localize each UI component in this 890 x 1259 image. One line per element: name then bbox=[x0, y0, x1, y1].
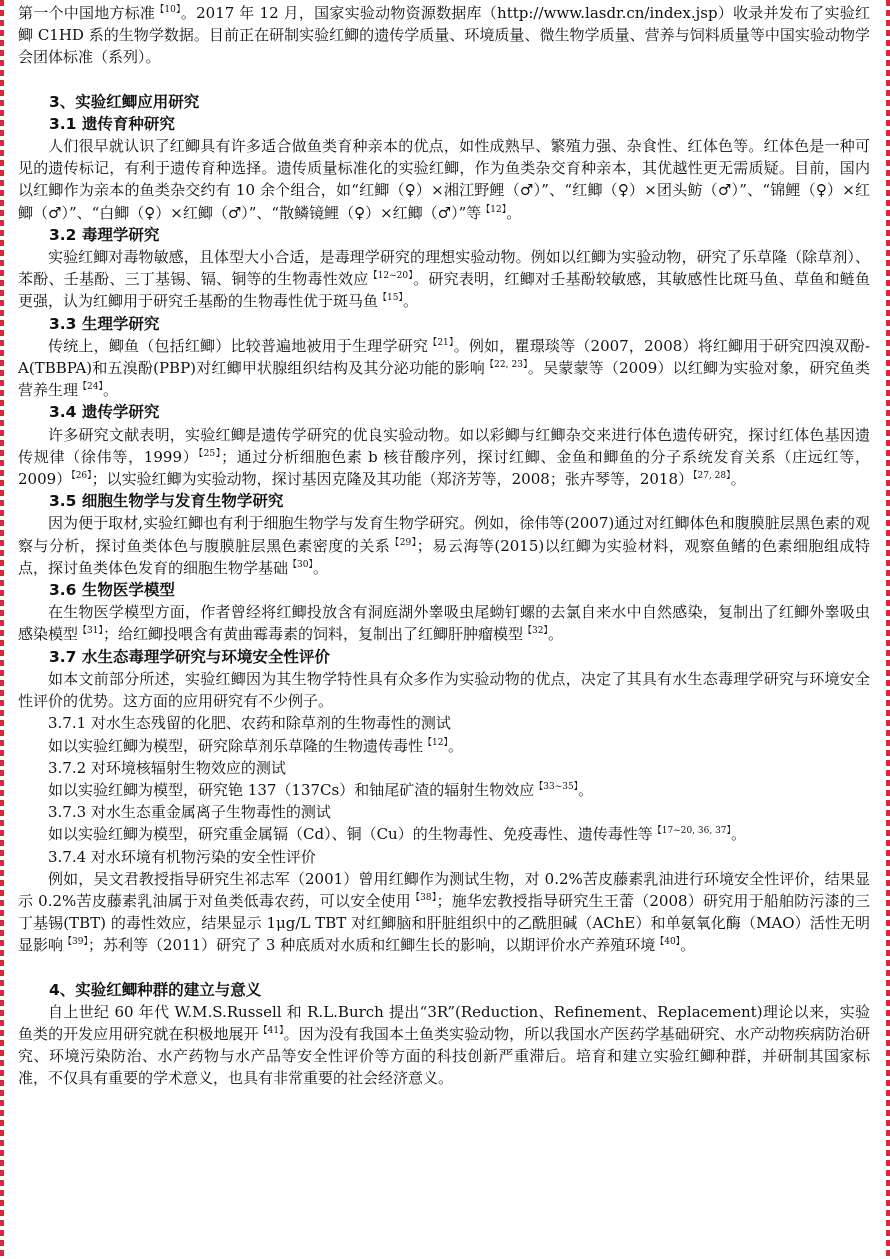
paragraph-text-2: 。例如，瞿璟琰等（2007，2008）将红鲫用于研究四溴双酚-A(TBBPA)和五溴酚(PBP)对红鲫甲状腺组织结构及其分泌功能的影响 bbox=[18, 336, 871, 378]
section-3-1-paragraph bbox=[18, 135, 870, 224]
citation: 【24】 bbox=[78, 382, 103, 393]
citation: 【33~35】 bbox=[534, 781, 579, 792]
paragraph-end: 。 bbox=[731, 825, 747, 844]
paragraph-end: 。 bbox=[312, 558, 328, 577]
section-3-5-heading: 3.5 细胞生物学与发育生物学研究 bbox=[49, 492, 284, 511]
citation: 【41】 bbox=[258, 1025, 284, 1036]
citation: 【31】 bbox=[78, 626, 103, 637]
citation: 【25】 bbox=[198, 448, 222, 459]
paragraph-end: 。 bbox=[102, 381, 118, 400]
paragraph-text-2: ；通过分析细胞色素 b 核苷酸序列，探讨红鲫、金鱼和鲫鱼的分子系统发育关系（庄远红等，2009） bbox=[18, 447, 870, 489]
section-3-6-paragraph bbox=[18, 601, 870, 645]
section-3-6-heading: 3.6 生物医学模型 bbox=[49, 581, 175, 600]
paragraph-text-2: 。研究表明，红鲫对壬基酚较敏感，其敏感性比斑马鱼、草鱼和鲢鱼更强，认为红鲫用于研究壬基酚的生物毒性优于斑马鱼 bbox=[18, 270, 870, 311]
section-3-3-paragraph bbox=[18, 335, 870, 402]
section-3-7-4-paragraph bbox=[18, 868, 870, 957]
paragraph-text-3: ；苏利等（2011）研究了 3 种底质对水质和红鲫生长的影响，以期评价水产养殖环境 bbox=[87, 936, 656, 955]
section-3-5-paragraph bbox=[18, 512, 870, 579]
paragraph-text: 人们很早就认识了红鲫具有许多适合做鱼类育种亲本的优点，如性成熟早、繁殖力强、杂食性、红体色等。红体色是一种可见的遗传标记，有利于遗传育种选择。遗传质量标准化的实验红鲫，作为鱼类杂交育种亲本，其优越性更无需质疑。目前，国内以红鲫作为亲本的鱼类杂交约有 10 余个组合，如“红鲫（♀）×湘江野鲤（♂）”、“红鲫（♀）×团头鲂（♂）”、“锦鲤（♀）×红鲫（♂）”、“白鲫（♀）×红鲫（♂）”、“散鳞镜鲤（♀）×红鲫（♂）”等 bbox=[18, 137, 870, 222]
citation: 【12】 bbox=[481, 204, 507, 215]
paragraph-text-2: 。因为没有我国本土鱼类实验动物，所以我国水产医药学基础研究、水产动物疾病防治研究、环境污染防治、水产药物与水产品等安全性评价等方面的科技创新严重滞后。培育和建立实验红鲫种群，并研制其国家标准，不仅具有重要的学术意义，也具有非常重要的社会经济意义。 bbox=[18, 1024, 870, 1088]
paragraph-text-2: ；施华宏教授指导研究生王蕾（2008）研究用于船舶防污漆的三丁基锡(TBT) 的毒性效应，结果显示 1μg/L TBT 对红鲫脑和肝脏组织中的乙酰胆碱（AChE）和单氨氧化酶（MAO）活性无明显影响 bbox=[18, 891, 870, 955]
section-4-paragraph bbox=[18, 1001, 870, 1090]
citation: 【32】 bbox=[522, 626, 548, 637]
document-page bbox=[18, 2, 870, 1090]
section-3-7-2-paragraph bbox=[18, 779, 870, 801]
paragraph-text: 因为便于取材,实验红鲫也有利于细胞生物学与发育生物学研究。例如，徐伟等(2007)通过对红鲫体色和腹膜脏层黑色素的观察与分析，探讨鱼类体色与腹膜脏层黑色素密度的关系 bbox=[18, 514, 870, 555]
section-3-7-1-paragraph bbox=[18, 735, 870, 757]
intro-text-2: 。2017 年 12 月，国家实验动物资源数据库（http://www.lasdr.cn/index.jsp）收录并发布了实验红鲫 C1HD 系的生物学数据。目前正在研制实验红鲫的遗传学质量、环境质量、微生物学质量、营养与饲料质量等中国实验动物学会团体标准（系列）。 bbox=[18, 4, 870, 67]
section-3-7-4-heading: 3.7.4 对水环境有机物污染的安全性评价 bbox=[48, 847, 316, 866]
paragraph-text: 例如，吴文君教授指导研究生祁志军（2001）曾用红鲫作为测试生物，对 0.2%苦皮藤素乳油进行环境安全性评价，结果显示 0.2%苦皮藤素乳油属于对鱼类低毒农药，可以安全使用 bbox=[18, 869, 870, 910]
paragraph-end: 。 bbox=[578, 780, 594, 799]
left-decorative-border bbox=[0, 0, 4, 1259]
intro-text: 第一个中国地方标准 bbox=[18, 4, 156, 22]
section-3-4-heading: 3.4 遗传学研究 bbox=[49, 403, 160, 422]
section-gap bbox=[18, 69, 870, 91]
paragraph-text: 实验红鲫对毒物敏感，且体型大小合适，是毒理学研究的理想实验动物。例如以红鲫为实验动物，研究了乐草隆（除草剂）、苯酚、壬基酚、三丁基锡、镉、铜等的生物毒性效应 bbox=[18, 248, 870, 289]
citation: 【22, 23】 bbox=[484, 360, 528, 371]
citation: 【12~20】 bbox=[368, 271, 414, 282]
citation: 【10】 bbox=[155, 5, 181, 15]
citation: 【39】 bbox=[63, 937, 88, 948]
paragraph-text: 许多研究文献表明，实验红鲫是遗传学研究的优良实验动物。如以彩鲫与红鲫杂交来进行体色遗传研究，探讨红体色基因遗传规律（徐伟等，1999） bbox=[18, 425, 870, 466]
paragraph-end: 。 bbox=[447, 736, 463, 755]
right-decorative-border bbox=[886, 0, 890, 1259]
section-3-heading: 3、实验红鲫应用研究 bbox=[49, 92, 200, 111]
section-3-7-2-heading: 3.7.2 对环境核辐射生物效应的测试 bbox=[48, 758, 286, 777]
paragraph-end: 。 bbox=[547, 625, 563, 644]
paragraph-text: 如以实验红鲫为模型，研究铯 137（137Cs）和铀尾矿渣的辐射生物效应 bbox=[48, 780, 535, 799]
paragraph-end: 。 bbox=[506, 203, 522, 222]
paragraph-text: 如以实验红鲫为模型，研究重金属镉（Cd）、铜（Cu）的生物毒性、免疫毒性、遗传毒性等 bbox=[48, 825, 653, 844]
section-3-4-paragraph bbox=[18, 424, 870, 491]
section-3-7-heading: 3.7 水生态毒理学研究与环境安全性评价 bbox=[49, 647, 330, 666]
section-3-2-paragraph bbox=[18, 246, 870, 313]
paragraph-text-3: ；以实验红鲫为实验动物，探讨基因克隆及其功能（郑济芳等，2008；张卉琴等，2018） bbox=[91, 470, 693, 489]
citation: 【21】 bbox=[428, 337, 454, 348]
citation: 【17~20, 36, 37】 bbox=[652, 826, 732, 837]
citation: 【15】 bbox=[378, 293, 403, 304]
paragraph-end: 。 bbox=[680, 936, 696, 955]
section-3-2-heading: 3.2 毒理学研究 bbox=[49, 225, 160, 244]
paragraph-text: 如以实验红鲫为模型，研究除草剂乐草隆的生物遗传毒性 bbox=[48, 736, 424, 755]
section-3-3-heading: 3.3 生理学研究 bbox=[49, 314, 160, 333]
paragraph-end: 。 bbox=[402, 292, 418, 311]
citation: 【12】 bbox=[423, 737, 448, 748]
paragraph-text: 传统上，鲫鱼（包括红鲫）比较普遍地被用于生理学研究 bbox=[48, 336, 429, 355]
citation: 【29】 bbox=[390, 537, 417, 548]
section-3-7-3-heading: 3.7.3 对水生态重金属离子生物毒性的测试 bbox=[48, 803, 331, 822]
citation: 【27, 28】 bbox=[693, 471, 731, 482]
paragraph-end: 。 bbox=[730, 470, 746, 489]
paragraph-text-2: ；给红鲫投喂含有黄曲霉毒素的饲料，复制出了红鲫肝肿瘤模型 bbox=[102, 625, 523, 644]
paragraph-text-3: 。吴蒙蒙等（2009）以红鲫为实验对象，研究鱼类营养生理 bbox=[18, 359, 870, 400]
section-3-1-heading: 3.1 遗传育种研究 bbox=[49, 114, 175, 133]
intro-paragraph bbox=[18, 2, 870, 69]
citation: 【26】 bbox=[71, 471, 92, 482]
section-gap bbox=[18, 957, 870, 979]
section-4-heading: 4、实验红鲫种群的建立与意义 bbox=[49, 980, 262, 999]
paragraph-text: 在生物医学模型方面，作者曾经将红鲫投放含有洞庭湖外睾吸虫尾蚴钉螺的去氯自来水中自然感染，复制出了红鲫外睾吸虫感染模型 bbox=[18, 603, 870, 644]
citation: 【30】 bbox=[288, 559, 313, 570]
paragraph-text: 自上世纪 60 年代 W.M.S.Russell 和 R.L.Burch 提出“3R”(Reduction、Refinement、Replacement)理论以来，实验鱼类的开发应用研究就在积极地展开 bbox=[18, 1002, 870, 1043]
section-3-7-paragraph: 如本文前部分所述，实验红鲫因为其生物学特性具有众多作为实验动物的优点，决定了其具有水生态毒理学研究与环境安全性评价的优势。这方面的应用研究有不少例子。 bbox=[18, 669, 870, 711]
section-3-7-1-heading: 3.7.1 对水生态残留的化肥、农药和除草剂的生物毒性的测试 bbox=[48, 714, 451, 733]
citation: 【40】 bbox=[655, 937, 681, 948]
section-3-7-3-paragraph bbox=[18, 823, 870, 845]
paragraph-text-2: ；易云海等(2015)以红鲫为实验材料，观察鱼鳍的色素细胞组成特点，探讨鱼类体色发育的细胞生物学基础 bbox=[18, 536, 870, 577]
citation: 【38】 bbox=[410, 892, 437, 903]
